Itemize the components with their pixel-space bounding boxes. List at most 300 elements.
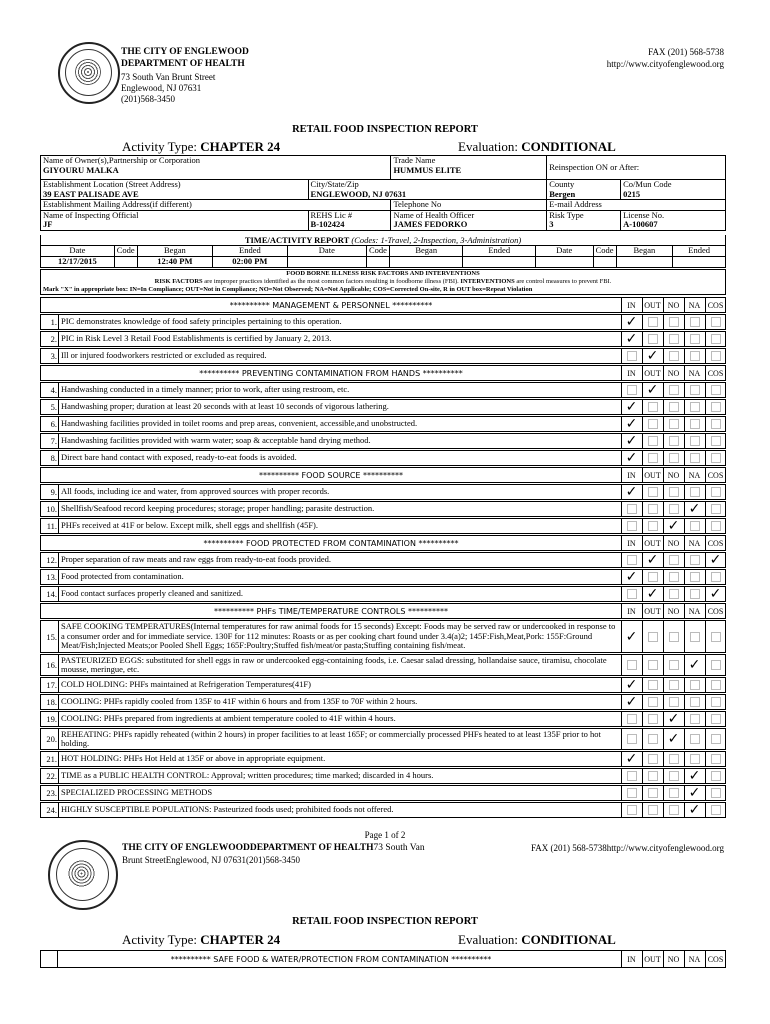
col-header-out: OUT: [642, 536, 662, 550]
checkbox-empty[interactable]: [648, 487, 658, 497]
mark-cos-cell[interactable]: [705, 400, 725, 414]
risk-line-1: [41, 278, 725, 286]
checkbox-empty[interactable]: [627, 714, 637, 724]
time-began-value: 12:40 PM: [137, 257, 212, 268]
col-header-out: OUT: [642, 366, 662, 380]
checkmark-icon: ✓: [625, 399, 638, 415]
mark-out-cell[interactable]: [642, 678, 662, 692]
mark-out-cell[interactable]: [642, 315, 662, 329]
item-number: 7.: [41, 434, 59, 448]
mark-in-cell[interactable]: [621, 729, 641, 749]
risk-type-cell: [547, 210, 621, 230]
mark-in-cell[interactable]: [621, 786, 641, 800]
mark-cos-cell[interactable]: [705, 570, 725, 584]
mark-no-cell[interactable]: [663, 678, 683, 692]
checkbox-empty[interactable]: [627, 805, 637, 815]
checkbox-empty[interactable]: [690, 697, 700, 707]
checkbox-empty[interactable]: [648, 660, 658, 670]
mark-na-cell[interactable]: [684, 553, 704, 567]
mark-in-cell[interactable]: [621, 349, 641, 363]
page2-header-line1: [122, 843, 425, 853]
checkbox-empty[interactable]: [648, 436, 658, 446]
checkbox-empty[interactable]: [690, 351, 700, 361]
mark-na-cell[interactable]: [684, 485, 704, 499]
mark-out-cell[interactable]: [642, 786, 662, 800]
checkbox-empty[interactable]: [669, 754, 679, 764]
checkbox-empty[interactable]: [669, 632, 679, 642]
checkbox-empty[interactable]: [669, 334, 679, 344]
activity-label: Activity Type:: [122, 139, 198, 154]
mark-no-cell[interactable]: [663, 655, 683, 675]
col-header-na: NA: [684, 604, 704, 618]
checklist-row: [40, 694, 726, 710]
checkmark-icon: ✓: [625, 314, 638, 330]
checkbox-empty[interactable]: [669, 680, 679, 690]
mark-cos-cell[interactable]: [705, 655, 725, 675]
checkmark-icon: ✓: [625, 484, 638, 500]
mark-cos-cell[interactable]: [705, 803, 725, 817]
mark-out-cell[interactable]: [642, 712, 662, 726]
checklist-row: [40, 399, 726, 415]
mark-no-cell[interactable]: [663, 400, 683, 414]
checkbox-empty[interactable]: [690, 734, 700, 744]
item-text: All foods, including ice and water, from approved sources with proper records.: [61, 486, 330, 497]
mark-cos-cell[interactable]: [705, 729, 725, 749]
mark-no-cell[interactable]: [663, 621, 683, 652]
mark-out-cell[interactable]: [642, 383, 662, 397]
item-text: PIC in Risk Level 3 Retail Food Establishments is certified by January 2, 2013.: [61, 333, 332, 344]
checkbox-empty[interactable]: [690, 436, 700, 446]
mark-no-cell[interactable]: [663, 729, 683, 749]
checkbox-empty[interactable]: [669, 788, 679, 798]
mark-out-cell[interactable]: [642, 485, 662, 499]
checkmark-icon: ✓: [667, 711, 680, 727]
checklist-row: [40, 552, 726, 568]
mark-na-cell[interactable]: [684, 400, 704, 414]
mark-in-cell[interactable]: [621, 502, 641, 516]
checkbox-empty[interactable]: [648, 402, 658, 412]
mark-out-cell[interactable]: [642, 417, 662, 431]
checkbox-empty[interactable]: [627, 771, 637, 781]
mark-out-cell[interactable]: [642, 451, 662, 465]
mark-cos-cell[interactable]: [705, 332, 725, 346]
page2-activity-label: Activity Type:: [122, 932, 198, 947]
checkbox-empty[interactable]: [711, 419, 721, 429]
mark-out-cell[interactable]: [642, 587, 662, 601]
checkbox-empty[interactable]: [690, 419, 700, 429]
checkbox-empty[interactable]: [669, 771, 679, 781]
mark-out-cell[interactable]: [642, 434, 662, 448]
mark-cos-cell[interactable]: [705, 752, 725, 766]
section-header: [40, 365, 726, 381]
item-number: 13.: [41, 570, 59, 584]
mark-na-cell[interactable]: [684, 786, 704, 800]
checkbox-empty[interactable]: [669, 572, 679, 582]
comun-cell: [621, 180, 726, 200]
checkbox-empty[interactable]: [669, 697, 679, 707]
checkbox-empty[interactable]: [690, 385, 700, 395]
checkbox-empty[interactable]: [711, 632, 721, 642]
checkbox-empty[interactable]: [648, 771, 658, 781]
checkbox-empty[interactable]: [648, 521, 658, 531]
mark-cos-cell[interactable]: [705, 519, 725, 533]
mark-cos-cell[interactable]: [705, 315, 725, 329]
mark-out-cell[interactable]: [642, 752, 662, 766]
mark-no-cell[interactable]: [663, 349, 683, 363]
owner-cell: [41, 156, 391, 180]
checkbox-empty[interactable]: [711, 521, 721, 531]
checkbox-empty[interactable]: [648, 317, 658, 327]
col-header-no: NO: [663, 298, 683, 312]
checkbox-empty[interactable]: [669, 436, 679, 446]
mark-na-cell[interactable]: [684, 349, 704, 363]
time-h-code-1: Code: [114, 246, 137, 257]
mark-out-cell[interactable]: [642, 655, 662, 675]
checkbox-empty[interactable]: [690, 334, 700, 344]
page-number: Page 1 of 2: [364, 830, 406, 840]
mark-in-cell[interactable]: [621, 587, 641, 601]
checkbox-empty[interactable]: [690, 632, 700, 642]
col-header-na: NA: [684, 468, 704, 482]
checkbox-empty[interactable]: [627, 660, 637, 670]
item-number: 11.: [41, 519, 59, 533]
item-text: HOT HOLDING: PHFs Hot Held at 135F or above in appropriate equipment.: [61, 753, 326, 764]
checkbox-empty[interactable]: [711, 334, 721, 344]
mark-cos-cell[interactable]: [705, 383, 725, 397]
mark-in-cell[interactable]: [621, 400, 641, 414]
checkbox-empty[interactable]: [669, 555, 679, 565]
checkbox-empty[interactable]: [669, 453, 679, 463]
checkbox-empty[interactable]: [711, 697, 721, 707]
item-number: 3.: [41, 349, 59, 363]
time-h-ended-1: Ended: [213, 246, 288, 257]
mark-cos-cell[interactable]: [705, 434, 725, 448]
mark-cos-cell[interactable]: [705, 695, 725, 709]
time-empty-cell: [593, 257, 616, 268]
mark-no-cell[interactable]: [663, 417, 683, 431]
checkbox-empty[interactable]: [690, 572, 700, 582]
checkbox-empty[interactable]: [627, 589, 637, 599]
city-label: City/State/Zip: [310, 179, 359, 189]
mark-na-cell[interactable]: [684, 332, 704, 346]
mark-cos-cell[interactable]: [705, 712, 725, 726]
mark-no-cell[interactable]: [663, 383, 683, 397]
mark-out-cell[interactable]: [642, 349, 662, 363]
mark-na-cell[interactable]: [684, 803, 704, 817]
checkmark-icon: ✓: [646, 586, 659, 602]
mark-out-cell[interactable]: [642, 332, 662, 346]
checkbox-empty[interactable]: [690, 555, 700, 565]
checkbox-empty[interactable]: [669, 351, 679, 361]
mark-cos-cell[interactable]: [705, 621, 725, 652]
item-text: Handwashing facilities provided with warm water; soap & acceptable hand drying method.: [61, 435, 371, 446]
item-text: Shellfish/Seafood record keeping procedures; storage; proper handling; parasite destruction.: [61, 503, 375, 514]
page2-evaluation-label: Evaluation:: [458, 932, 518, 947]
checkbox-empty[interactable]: [711, 771, 721, 781]
mark-no-cell[interactable]: [663, 553, 683, 567]
checkbox-empty[interactable]: [690, 402, 700, 412]
mark-na-cell[interactable]: [684, 712, 704, 726]
comun-value: 0215: [623, 188, 641, 199]
mark-no-cell[interactable]: [663, 752, 683, 766]
mark-in-cell[interactable]: [621, 803, 641, 817]
mark-no-cell[interactable]: [663, 712, 683, 726]
email-label: E-mail Address: [549, 199, 602, 209]
checkbox-empty[interactable]: [690, 714, 700, 724]
mark-cos-cell[interactable]: [705, 786, 725, 800]
mark-na-cell[interactable]: [684, 752, 704, 766]
checkbox-empty[interactable]: [669, 419, 679, 429]
checklist-row: [40, 785, 726, 801]
mark-na-cell[interactable]: [684, 451, 704, 465]
mark-cos-cell[interactable]: [705, 553, 725, 567]
checkbox-empty[interactable]: [711, 680, 721, 690]
checkbox-empty[interactable]: [648, 805, 658, 815]
mark-in-cell[interactable]: [621, 485, 641, 499]
page2-section-header: [40, 950, 726, 968]
mark-no-cell[interactable]: [663, 315, 683, 329]
checkbox-empty[interactable]: [648, 734, 658, 744]
col-header-in: IN: [621, 366, 641, 380]
col-header-cos: COS: [705, 468, 725, 482]
section-title: ********** MANAGEMENT & PERSONNEL **********: [229, 300, 433, 310]
checkbox-empty[interactable]: [711, 351, 721, 361]
mark-no-cell[interactable]: [663, 786, 683, 800]
mark-in-cell[interactable]: [621, 570, 641, 584]
mark-na-cell[interactable]: [684, 315, 704, 329]
checkbox-empty[interactable]: [690, 487, 700, 497]
mark-out-cell[interactable]: [642, 803, 662, 817]
checkbox-empty[interactable]: [690, 453, 700, 463]
checkbox-empty[interactable]: [669, 589, 679, 599]
item-number: 22.: [41, 769, 59, 783]
checkbox-empty[interactable]: [711, 317, 721, 327]
checkbox-empty[interactable]: [711, 402, 721, 412]
mark-in-cell[interactable]: [621, 678, 641, 692]
mark-no-cell[interactable]: [663, 587, 683, 601]
checkbox-empty[interactable]: [648, 680, 658, 690]
mark-no-cell[interactable]: [663, 502, 683, 516]
checkbox-empty[interactable]: [711, 504, 721, 514]
header-url[interactable]: http://www.cityofenglewood.org: [606, 59, 724, 69]
header-address-1: 73 South Van Brunt Street: [121, 72, 216, 82]
mark-cos-cell[interactable]: [705, 417, 725, 431]
mark-no-cell[interactable]: [663, 570, 683, 584]
mark-in-cell[interactable]: [621, 695, 641, 709]
checkbox-empty[interactable]: [669, 660, 679, 670]
time-activity-table: [40, 245, 726, 268]
mark-na-cell[interactable]: [684, 519, 704, 533]
checkbox-empty[interactable]: [711, 572, 721, 582]
mark-in-cell[interactable]: [621, 655, 641, 675]
checkbox-empty[interactable]: [627, 385, 637, 395]
mark-in-cell[interactable]: [621, 383, 641, 397]
risk-type-label: Risk Type: [549, 209, 584, 220]
mark-out-cell[interactable]: [642, 769, 662, 783]
mark-out-cell[interactable]: [642, 502, 662, 516]
checklist-row: [40, 484, 726, 500]
section-header: [40, 467, 726, 483]
item-number: 12.: [41, 553, 59, 567]
mark-cos-cell[interactable]: [705, 678, 725, 692]
mark-na-cell[interactable]: [684, 678, 704, 692]
checkbox-empty[interactable]: [627, 521, 637, 531]
page2-col-out: OUT: [642, 951, 662, 967]
checkbox-empty[interactable]: [711, 714, 721, 724]
checkbox-empty[interactable]: [627, 734, 637, 744]
mark-na-cell[interactable]: [684, 383, 704, 397]
mark-na-cell[interactable]: [684, 769, 704, 783]
checkbox-empty[interactable]: [669, 487, 679, 497]
official-label: Name of Inspecting Official: [43, 209, 139, 220]
mark-no-cell[interactable]: [663, 695, 683, 709]
checkbox-empty[interactable]: [648, 697, 658, 707]
evaluation-value: CONDITIONAL: [521, 139, 616, 154]
checkbox-empty[interactable]: [648, 419, 658, 429]
mark-no-cell[interactable]: [663, 769, 683, 783]
item-number: 19.: [41, 712, 59, 726]
mark-in-cell[interactable]: [621, 434, 641, 448]
mark-no-cell[interactable]: [663, 451, 683, 465]
checkbox-empty[interactable]: [648, 504, 658, 514]
time-h-code-2: Code: [367, 246, 390, 257]
mark-in-cell[interactable]: [621, 752, 641, 766]
mark-out-cell[interactable]: [642, 553, 662, 567]
checkbox-empty[interactable]: [711, 660, 721, 670]
mark-na-cell[interactable]: [684, 655, 704, 675]
item-number: 18.: [41, 695, 59, 709]
mark-cos-cell[interactable]: [705, 587, 725, 601]
mark-na-cell[interactable]: [684, 570, 704, 584]
checkmark-icon: ✓: [709, 552, 722, 568]
checkbox-empty[interactable]: [669, 805, 679, 815]
checklist-row: [40, 450, 726, 466]
time-h-date-3: Date: [535, 246, 593, 257]
mark-in-cell[interactable]: [621, 553, 641, 567]
mark-in-cell[interactable]: [621, 769, 641, 783]
header-city: THE CITY OF ENGLEWOOD: [121, 47, 249, 57]
checkbox-empty[interactable]: [711, 436, 721, 446]
checklist-row: [40, 569, 726, 585]
checkbox-empty[interactable]: [690, 589, 700, 599]
checklist-row: [40, 711, 726, 727]
item-text: Handwashing conducted in a timely manner; prior to work, after using restroom, etc.: [61, 384, 350, 395]
item-text: Proper separation of raw meats and raw eggs from ready-to-eat foods provided.: [61, 554, 332, 565]
report-title: RETAIL FOOD INSPECTION REPORT: [292, 124, 478, 135]
mark-no-cell[interactable]: [663, 519, 683, 533]
mark-out-cell[interactable]: [642, 729, 662, 749]
page2-col-no: NO: [663, 951, 683, 967]
checklist-row: [40, 802, 726, 818]
mark-cos-cell[interactable]: [705, 349, 725, 363]
checkbox-empty[interactable]: [690, 317, 700, 327]
location-value: 39 EAST PALISADE AVE: [43, 188, 139, 199]
item-text: COLD HOLDING: PHFs maintained at Refrigeration Temperatures(41F): [61, 679, 311, 690]
checkbox-empty[interactable]: [627, 504, 637, 514]
mark-no-cell[interactable]: [663, 803, 683, 817]
mark-in-cell[interactable]: [621, 621, 641, 652]
checkbox-empty[interactable]: [690, 754, 700, 764]
checkbox-empty[interactable]: [711, 754, 721, 764]
mark-cos-cell[interactable]: [705, 485, 725, 499]
time-empty-cell: [463, 257, 536, 268]
mark-cos-cell[interactable]: [705, 502, 725, 516]
item-number: 14.: [41, 587, 59, 601]
checkbox-empty[interactable]: [711, 788, 721, 798]
mark-na-cell[interactable]: [684, 587, 704, 601]
checkbox-empty[interactable]: [648, 714, 658, 724]
checkbox-empty[interactable]: [669, 385, 679, 395]
trade-cell: [391, 156, 547, 180]
mark-cos-cell[interactable]: [705, 451, 725, 465]
mark-no-cell[interactable]: [663, 434, 683, 448]
checkbox-empty[interactable]: [669, 317, 679, 327]
item-text: SAFE COOKING TEMPERATURES(Internal temperatures for raw animal foods for 15 seconds) Except: Foods may be served raw or undercooked in response to a consumer order and for immediate service. 130F for 112 minutes: Roasts or as per cooking chart found under 3.4(a)2; 145F:Fish,Meat,Pork: 155F:Ground Meat/Fish;Injected Meats;or Pooled Shell Eggs; 165F:Poultry;Stuffed fish/meat/or pasta;Stuffing containing fish/meat.: [61, 621, 616, 651]
mark-na-cell[interactable]: [684, 621, 704, 652]
checkbox-empty[interactable]: [711, 385, 721, 395]
mark-na-cell[interactable]: [684, 695, 704, 709]
checkbox-empty[interactable]: [711, 453, 721, 463]
item-number: 15.: [41, 621, 59, 652]
activity-value: CHAPTER 24: [200, 139, 281, 154]
item-text: Food protected from contamination.: [61, 571, 184, 582]
mark-in-cell[interactable]: [621, 712, 641, 726]
mark-out-cell[interactable]: [642, 519, 662, 533]
checkmark-icon: ✓: [688, 785, 701, 801]
checkbox-empty[interactable]: [690, 521, 700, 531]
mark-na-cell[interactable]: [684, 434, 704, 448]
checkbox-empty[interactable]: [711, 805, 721, 815]
checkbox-empty[interactable]: [690, 680, 700, 690]
mark-in-cell[interactable]: [621, 451, 641, 465]
checklist-row: [40, 382, 726, 398]
checkbox-empty[interactable]: [669, 504, 679, 514]
section-title: ********** PHFs TIME/TEMPERATURE CONTROLS **********: [214, 606, 448, 616]
checkbox-empty[interactable]: [648, 754, 658, 764]
mark-out-cell[interactable]: [642, 400, 662, 414]
mark-na-cell[interactable]: [684, 502, 704, 516]
checkbox-empty[interactable]: [711, 734, 721, 744]
mark-na-cell[interactable]: [684, 729, 704, 749]
checkbox-empty[interactable]: [648, 572, 658, 582]
checkbox-empty[interactable]: [648, 334, 658, 344]
item-number: 10.: [41, 502, 59, 516]
mailing-cell: [41, 200, 391, 211]
email-cell: [547, 200, 726, 211]
mark-out-cell[interactable]: [642, 695, 662, 709]
mark-in-cell[interactable]: [621, 417, 641, 431]
mark-in-cell[interactable]: [621, 332, 641, 346]
mark-na-cell[interactable]: [684, 417, 704, 431]
mark-in-cell[interactable]: [621, 519, 641, 533]
checkbox-empty[interactable]: [627, 555, 637, 565]
checkbox-empty[interactable]: [627, 351, 637, 361]
checkbox-empty[interactable]: [648, 453, 658, 463]
checkbox-empty[interactable]: [669, 402, 679, 412]
mark-no-cell[interactable]: [663, 332, 683, 346]
mark-out-cell[interactable]: [642, 621, 662, 652]
mark-in-cell[interactable]: [621, 315, 641, 329]
checkmark-icon: ✓: [625, 433, 638, 449]
mark-out-cell[interactable]: [642, 570, 662, 584]
mark-cos-cell[interactable]: [705, 769, 725, 783]
checkbox-empty[interactable]: [648, 632, 658, 642]
mark-no-cell[interactable]: [663, 485, 683, 499]
checkbox-empty[interactable]: [627, 788, 637, 798]
checklist-row: [40, 348, 726, 364]
checkbox-empty[interactable]: [711, 487, 721, 497]
checkbox-empty[interactable]: [648, 788, 658, 798]
